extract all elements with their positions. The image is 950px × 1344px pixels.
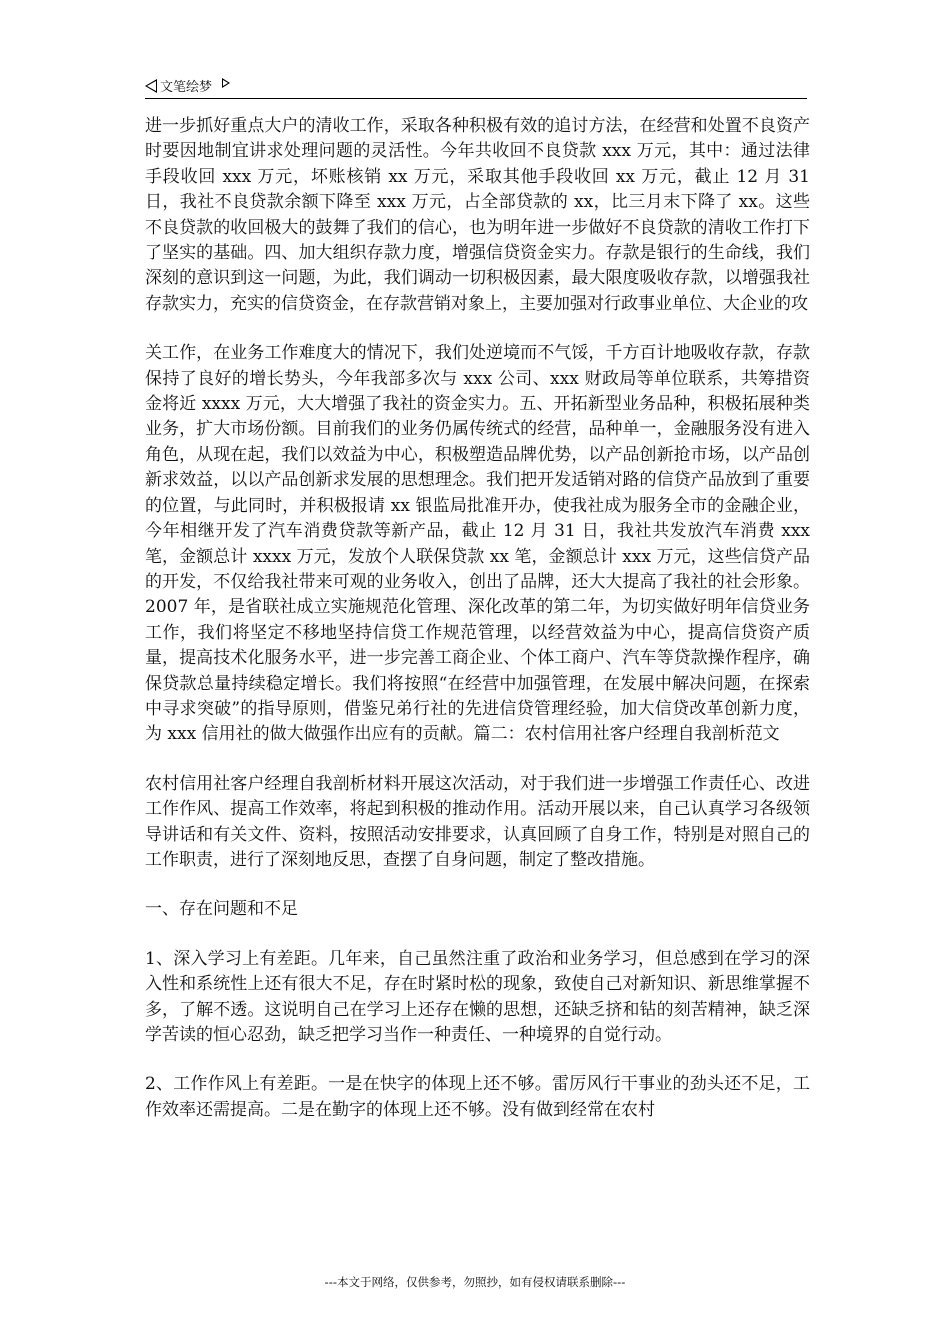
paragraph-2: 关工作，在业务工作难度大的情况下，我们处逆境而不气馁，千方百计地吸收存款，存款保持了良好的增长势头，今年我部多次与 xxx 公司、xxx 财政局等单位联系，共筹措资金将近 xxxx 万元，大大增强了我社的资金实力。五、开拓新型业务品种，积极拓展种类业务，扩大市场份额。目前我们的业务仍属传统式的经营，品种单一，金融服务没有进入角色，从现在起，我们以效益为中心，积极塑造品牌优势，以产品创新抢市场，以产品创新求效益，以以产品创新求发展的思想理念。我们把开发适销对路的信贷产品放到了重要的位置，与此同时，并积极报请 xx 银监局批准开办，使我社成为服务全市的金融企业，今年相继开发了汽车消费贷款等新产品，截止 12 月 31 日，我社共发放汽车消费 xxx 笔，金额总计 xxxx 万元，发放个人联保贷款 xx 笔，金额总计 xxx 万元，这些信贷产品的开发，不仅给我社带来可观的业务收入，创出了品牌，还大大提高了我社的社会形象。2007 年，是省联社成立实施规范化管理、深化改革的第二年，为切实做好明年信贷业务工作，我们将坚定不移地坚持信贷工作规范管理，以经营效益为中心，提高信贷资产质量，提高技术化服务水平，进一步完善工商企业、个体工商户、汽车等贷款操作程序，确保贷款总量持续稳定增长。我们将按照“在经营中加强管理，在发展中解决问题，在探索中寻求突破”的指导原则，借鉴兄弟行社的先进信贷管理经验，加大信贷改革创新力度，为 xxx 信用社的做大做强作出应有的贡献。篇二：农村信用社客户经理自我剖析范文 (145, 343, 810, 745)
triangle-left-icon (145, 79, 157, 93)
paragraph-5: 2、工作作风上有差距。一是在快字的体现上还不够。雷厉风行干事业的劲头还不足，工作效率还需提高。二是在勤字的体现上还不够。没有做到经常在农村 (145, 1074, 810, 1120)
document-body (145, 114, 810, 1147)
paragraph-3: 农村信用社客户经理自我剖析材料开展这次活动，对于我们进一步增强工作责任心、改进工作作风、提高工作效率，将起到积极的推动作用。活动开展以来，自己认真学习各级领导讲话和有关文件、资料，按照活动安排要求，认真回顾了自身工作，特别是对照自己的工作职责，进行了深刻地反思，查摆了自身问题，制定了整改措施。 (145, 773, 810, 870)
header-title: 文笔绘梦 (160, 80, 213, 95)
page-footer-disclaimer: ---本文于网络，仅供参考，勿照抄，如有侵权请联系删除--- (324, 1275, 626, 1289)
page-header (145, 74, 807, 99)
paragraph-4: 1、深入学习上有差距。几年来，自己虽然注重了政治和业务学习，但总感到在学习的深入性和系统性上还有很大不足，存在时紧时松的现象，致使自己对新知识、新思维掌握不多，了解不透。这说明自己在学习上还存在懒的思想，还缺乏挤和钻的刻苦精神，缺乏深学苦读的恒心忍劲，缺乏把学习当作一种责任、一种境界的自觉行动。 (145, 948, 810, 1045)
header-brand (145, 76, 230, 95)
paragraph-1: 进一步抓好重点大户的清收工作，采取各种积极有效的追讨方法，在经营和处置不良资产时要因地制宜讲求处理问题的灵活性。今年共收回不良贷款 xxx 万元，其中：通过法律手段收回 xxx 万元，坏账核销 xx 万元，采取其他手段收回 xx 万元，截止 12 月 31 日，我社不良贷款余额下降至 xxx 万元，占全部贷款的 xx，比三月末下降了 xx。这些不良贷款的收回极大的鼓舞了我们的信心，也为明年进一步做好不良贷款的清收工作打下了坚实的基础。四、加大组织存款力度，增强信贷资金实力。存款是银行的生命线，我们深刻的意识到这一问题，为此，我们调动一切积极因素，最大限度吸收存款，以增强我社存款实力，充实的信贷资金，在存款营销对象上，主要加强对行政事业单位、大企业的攻 (145, 116, 810, 314)
triangle-right-icon (222, 78, 230, 88)
section-heading: 一、存在问题和不足 (145, 899, 298, 920)
